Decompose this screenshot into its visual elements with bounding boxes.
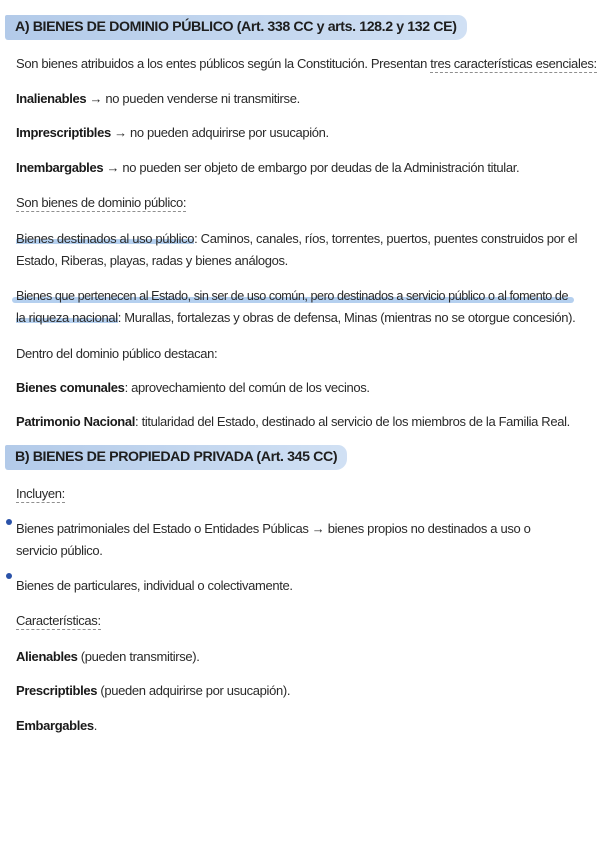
uso-publico-desc: : Caminos, canales, ríos, torrentes, puertos, puentes construidos por el xyxy=(194,231,578,246)
list-label: Son bienes de dominio público: xyxy=(16,195,187,210)
term: Embargables xyxy=(16,718,94,733)
uso-publico-line-2: Estado, Riberas, playas, radas y bienes análogos. xyxy=(16,253,288,268)
characteristic-prescriptibles xyxy=(16,680,290,702)
term: Inalienables xyxy=(16,91,87,106)
bullet-dot-icon xyxy=(6,519,12,525)
section-b-heading: B) BIENES DE PROPIEDAD PRIVADA (Art. 345 CC) xyxy=(5,445,347,470)
section-a-intro xyxy=(16,53,597,75)
term: Alienables xyxy=(16,649,78,664)
patrimonio-nacional xyxy=(16,411,570,433)
servicio-desc: : Murallas, fortalezas y obras de defensa, Minas (mientras no se otorgue concesión). xyxy=(117,310,576,325)
bullet-1-line-2: servicio público. xyxy=(16,543,103,558)
characteristic-embargables xyxy=(16,715,97,737)
desc: : titularidad del Estado, destinado al servicio de los miembros de la Familia Real. xyxy=(135,414,570,429)
uso-publico-term: Bienes destinados al uso público xyxy=(16,231,195,246)
servicio-publico-line-1: Bienes que pertenecen al Estado, sin ser de uso común, pero destinados a servicio público o al fomento de xyxy=(16,289,569,303)
uso-publico-line-1 xyxy=(16,228,577,250)
dominio-publico-label xyxy=(16,192,186,214)
characteristic-alienables xyxy=(16,646,200,668)
desc: : aprovechamiento del común de los vecinos. xyxy=(124,380,370,395)
characteristic-imprescriptibles xyxy=(16,122,329,144)
bienes-comunales xyxy=(16,377,370,399)
term: Bienes comunales xyxy=(16,380,125,395)
desc: (pueden transmitirse). xyxy=(77,649,200,664)
intro-underlined: tres características esenciales: xyxy=(430,56,597,71)
caracteristicas-label xyxy=(16,610,101,632)
desc: . xyxy=(93,718,98,733)
label: Características: xyxy=(16,613,101,628)
destacan-label: Dentro del dominio público destacan: xyxy=(16,346,218,361)
intro-prefix: Son bienes atribuidos a los entes públicos según la Constitución. Presentan xyxy=(16,56,431,71)
term: Inembargables xyxy=(16,160,104,175)
bullet-dot-icon xyxy=(6,573,12,579)
term: Imprescriptibles xyxy=(16,125,111,140)
servicio-term: la riqueza nacional xyxy=(16,310,118,325)
desc: (pueden adquirirse por usucapión). xyxy=(97,683,291,698)
desc: → no pueden venderse ni transmitirse. xyxy=(86,91,300,106)
servicio-publico-line-2 xyxy=(16,307,575,329)
incluyen-label xyxy=(16,483,65,505)
characteristic-inembargables xyxy=(16,157,519,179)
characteristic-inalienables xyxy=(16,88,300,110)
section-a-heading: A) BIENES DE DOMINIO PÚBLICO (Art. 338 CC y arts. 128.2 y 132 CE) xyxy=(5,15,467,40)
label: Incluyen: xyxy=(16,486,65,501)
desc: → no pueden ser objeto de embargo por deudas de la Administración titular. xyxy=(103,160,520,175)
bullet-2-line-1: Bienes de particulares, individual o colectivamente. xyxy=(16,578,293,593)
bullet-1-line-1: Bienes patrimoniales del Estado o Entidades Públicas → bienes propios no destinados a uso o xyxy=(16,521,531,536)
desc: → no pueden adquirirse por usucapión. xyxy=(110,125,329,140)
term: Prescriptibles xyxy=(16,683,98,698)
term: Patrimonio Nacional xyxy=(16,414,136,429)
